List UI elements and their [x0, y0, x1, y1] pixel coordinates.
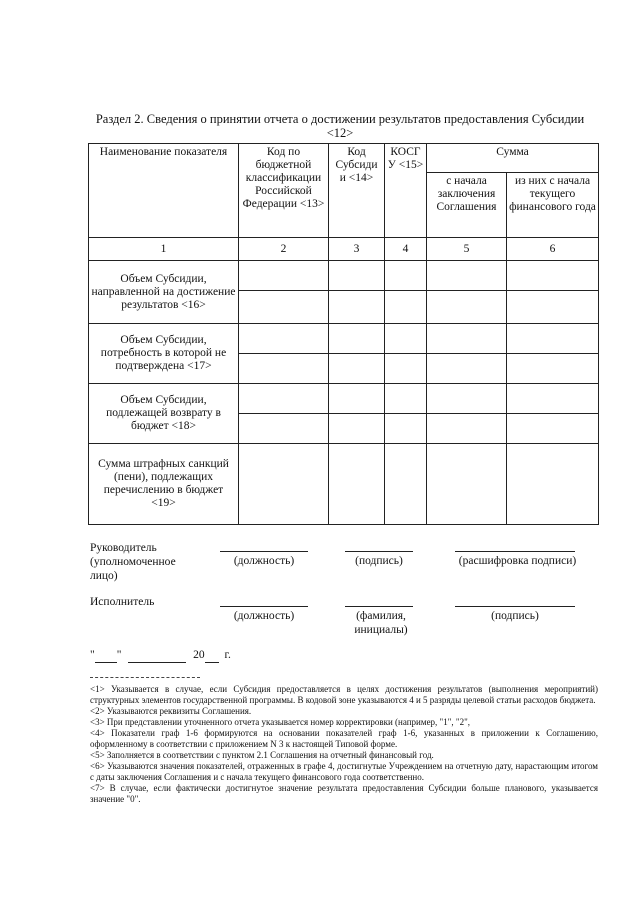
table-cell[interactable] — [239, 444, 329, 525]
footnote: <3> При представлении уточненного отчета указывается номер корректировки (например, "1", "2", — [90, 717, 471, 727]
table-cell[interactable] — [427, 261, 507, 291]
table-cell[interactable] — [427, 444, 507, 525]
column-number-row — [89, 238, 599, 261]
table-cell[interactable] — [329, 414, 385, 444]
header-name: Наименование показателя — [89, 144, 239, 238]
header-since-agreement: с начала заключения Соглашения — [427, 173, 507, 238]
footnote: <1> Указывается в случае, если Субсидия предоставляется в целях достижения результатов (выполнения мероприятий) структурных элементов государственной программы. В кодовой зоне указываются 4 и 5 разряды целевой статьи расходов бюджета. — [90, 684, 598, 705]
header-sum: Сумма — [427, 144, 599, 173]
table-cell[interactable] — [329, 444, 385, 525]
table-cell[interactable] — [239, 261, 329, 291]
section-title — [90, 112, 590, 140]
date-open-quote: " — [90, 649, 95, 661]
table-cell[interactable] — [427, 384, 507, 414]
footnote: <5> Заполняется в соответствии с пунктом 2.1 Соглашения на отчетный финансовый год. — [90, 750, 434, 760]
table-cell[interactable] — [427, 324, 507, 354]
row-label: Объем Субсидии, потребность в которой не подтверждена <17> — [89, 324, 239, 384]
date-close-quote: " — [116, 649, 122, 661]
table-cell[interactable] — [507, 444, 599, 525]
table-row — [89, 444, 599, 525]
executor-label: Исполнитель — [90, 596, 155, 608]
table-cell[interactable] — [329, 354, 385, 384]
column-number: 1 — [89, 238, 239, 261]
section-title-text: Раздел 2. Сведения о принятии отчета о достижении результатов предоставления Субсидии — [95, 112, 585, 126]
head-position-caption: (должность) — [233, 555, 295, 567]
head-label: Руководитель (уполномоченное лицо) — [90, 542, 176, 582]
header-subsidy-code: Код Субсиди и <14> — [329, 144, 385, 238]
column-number: 4 — [385, 238, 427, 261]
row-label: Сумма штрафных санкций (пени), подлежащих перечислению в бюджет <19> — [89, 444, 239, 525]
table-cell[interactable] — [507, 291, 599, 324]
header-since-year: из них с начала текущего финансового года — [507, 173, 599, 238]
table-cell[interactable] — [385, 444, 427, 525]
footnote-separator — [90, 677, 200, 678]
footnote: <2> Указываются реквизиты Соглашения. — [90, 706, 252, 716]
date-month-blank[interactable] — [128, 648, 186, 663]
table-cell[interactable] — [329, 384, 385, 414]
header-kosgu: КОСГ У <15> — [385, 144, 427, 238]
table-row — [89, 384, 599, 414]
head-signature-line[interactable] — [345, 551, 413, 552]
table-row — [89, 324, 599, 354]
footnote: <7> В случае, если фактически достигнутое значение результата предоставления Субсидии больше планового, указывается значение "0". — [90, 783, 598, 804]
executor-name-caption: (фамилия, инициалы) — [354, 610, 408, 636]
row-label: Объем Субсидии, подлежащей возврату в бюджет <18> — [89, 384, 239, 444]
table-cell[interactable] — [385, 354, 427, 384]
table-cell[interactable] — [385, 414, 427, 444]
table-cell[interactable] — [385, 324, 427, 354]
column-number: 2 — [239, 238, 329, 261]
table-cell[interactable] — [507, 354, 599, 384]
section-title-ref: <12> — [326, 126, 354, 140]
column-number: 3 — [329, 238, 385, 261]
table-cell[interactable] — [239, 384, 329, 414]
table-cell[interactable] — [329, 324, 385, 354]
table-cell[interactable] — [239, 324, 329, 354]
table-cell[interactable] — [507, 261, 599, 291]
executor-name-line[interactable] — [345, 606, 413, 607]
head-decoding-caption: (расшифровка подписи) — [458, 555, 577, 567]
column-number: 5 — [427, 238, 507, 261]
report-table — [88, 143, 599, 525]
header-budget-code: Код по бюджетной классификации Российской Федерации <13> — [239, 144, 329, 238]
table-cell[interactable] — [507, 414, 599, 444]
table-cell[interactable] — [385, 291, 427, 324]
date-year-blank[interactable] — [205, 648, 219, 663]
footnote: <6> Указываются значения показателей, отраженных в графе 4, достигнутые Учреждением на отчетную дату, нарастающим итогом с даты заключения Соглашения и с начала текущего финансового года соответственно. — [90, 761, 598, 782]
executor-signature-line[interactable] — [455, 606, 575, 607]
table-cell[interactable] — [427, 354, 507, 384]
table-cell[interactable] — [427, 291, 507, 324]
executor-position-line[interactable] — [220, 606, 308, 607]
table-cell[interactable] — [385, 384, 427, 414]
table-cell[interactable] — [239, 354, 329, 384]
executor-position-caption: (должность) — [233, 610, 295, 622]
date-day-blank[interactable] — [95, 648, 117, 663]
head-position-line[interactable] — [220, 551, 308, 552]
table-cell[interactable] — [239, 414, 329, 444]
table-cell[interactable] — [427, 414, 507, 444]
footnotes — [90, 684, 598, 805]
head-decoding-line[interactable] — [455, 551, 575, 552]
table-cell[interactable] — [507, 384, 599, 414]
head-signature-caption: (подпись) — [355, 555, 403, 567]
table-cell[interactable] — [385, 261, 427, 291]
table-cell[interactable] — [507, 324, 599, 354]
date-line — [90, 648, 231, 663]
table-row — [89, 261, 599, 291]
table-header-row — [89, 144, 599, 173]
footnote: <4> Показатели граф 1-6 формируются на основании показателей граф 1-6, указанных в приложении к Соглашению, оформленному в соответствии с приложением N 3 к настоящей Типовой форме. — [90, 728, 598, 749]
date-year-prefix: 20 — [193, 649, 205, 661]
table-cell[interactable] — [329, 291, 385, 324]
date-year-suffix: г. — [224, 649, 231, 661]
table-cell[interactable] — [329, 261, 385, 291]
row-label: Объем Субсидии, направленной на достижение результатов <16> — [89, 261, 239, 324]
column-number: 6 — [507, 238, 599, 261]
executor-signature-caption: (подпись) — [491, 610, 539, 622]
table-cell[interactable] — [239, 291, 329, 324]
